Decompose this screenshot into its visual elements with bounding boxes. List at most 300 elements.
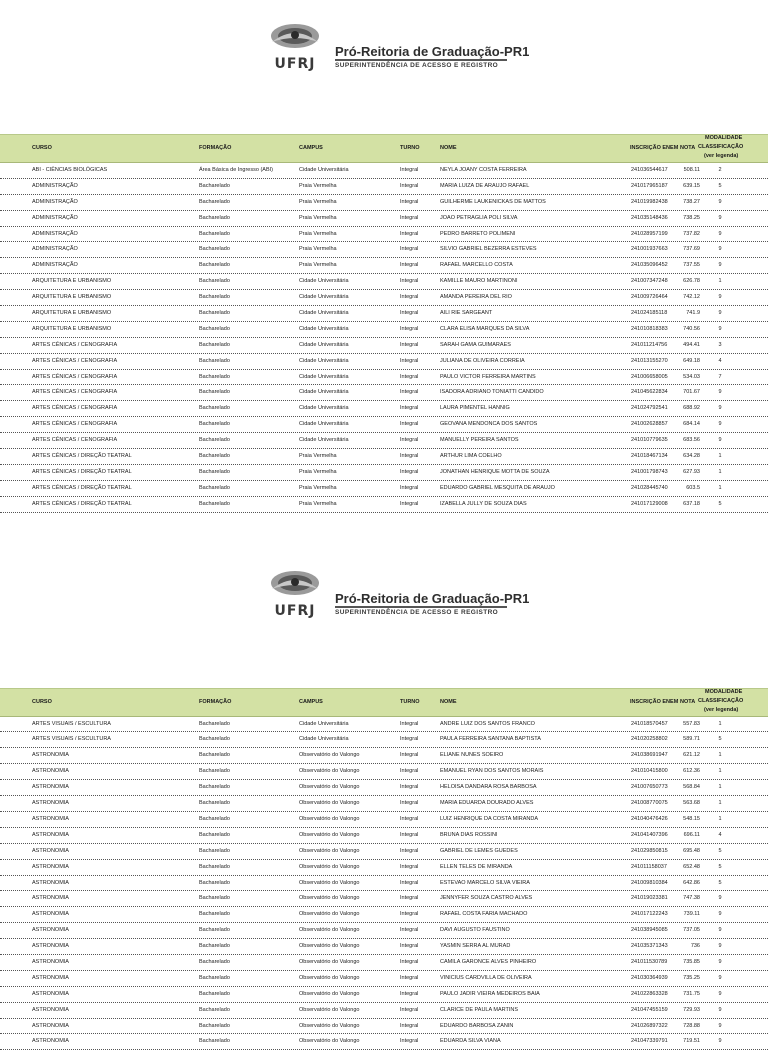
cell-formacao: Bacharelado <box>199 736 230 743</box>
cell-campus: Observatório do Valongo <box>299 752 360 759</box>
cell-nota: 738.25 <box>683 214 700 221</box>
cell-curso: ARQUITETURA E URBANISMO <box>32 325 112 332</box>
cell-curso: ASTRONOMIA <box>32 911 69 918</box>
cell-formacao: Bacharelado <box>199 484 230 491</box>
cell-nome: NEYLA JOANY COSTA FERREIRA <box>440 167 527 173</box>
cell-nome: MARIA EDUARDA DOURADO ALVES <box>440 800 534 807</box>
cell-inscricao: 241047455159 <box>631 1006 668 1013</box>
cell-nome: PAULO JADIR VIEIRA MEDEIROS BAIA <box>440 990 540 997</box>
cell-nota: 735.25 <box>683 974 700 981</box>
cell-campus: Cidade Universitária <box>299 720 349 727</box>
cell-nota: 621.12 <box>683 752 700 759</box>
cell-inscricao: 241010779635 <box>631 437 668 444</box>
cell-nota: 737.82 <box>683 230 700 237</box>
cell-curso: ARTES CÊNICAS / CENOGRAFIA <box>32 405 118 412</box>
cell-nota: 508.11 <box>683 167 700 173</box>
col-modalidade-line2: CLASSIFICAÇÃO <box>698 144 744 150</box>
col-campus: CAMPUS <box>299 145 323 151</box>
cell-curso: ADMINISTRAÇÃO <box>32 230 78 237</box>
cell-modalidade: 9 <box>718 294 722 301</box>
cell-nota: 557.83 <box>683 720 700 727</box>
cell-nota: 696.11 <box>683 831 700 838</box>
cell-formacao: Bacharelado <box>199 262 230 269</box>
table-row <box>0 385 768 401</box>
table-row <box>0 828 768 844</box>
cell-formacao: Bacharelado <box>199 800 230 807</box>
cell-modalidade: 1 <box>718 784 722 791</box>
cell-formacao: Bacharelado <box>199 863 230 870</box>
cell-turno: Integral <box>400 246 419 253</box>
cell-campus: Observatório do Valongo <box>299 1006 360 1013</box>
table-row <box>0 939 768 955</box>
cell-modalidade: 5 <box>718 182 722 189</box>
cell-campus: Observatório do Valongo <box>299 990 360 997</box>
cell-campus: Cidade Universitária <box>299 341 349 348</box>
table-row <box>0 876 768 892</box>
cell-inscricao: 241022863328 <box>631 990 668 997</box>
table-row <box>0 274 768 290</box>
cell-formacao: Bacharelado <box>199 198 230 205</box>
table-row <box>0 290 768 306</box>
col-turno: TURNO <box>400 145 420 151</box>
cell-modalidade: 9 <box>718 990 722 997</box>
cell-inscricao: 241007650773 <box>631 784 668 791</box>
cell-modalidade: 9 <box>718 1006 722 1013</box>
cell-formacao: Área Básica de Ingresso (ABI) <box>199 167 273 173</box>
cell-turno: Integral <box>400 879 419 886</box>
col-campus: CAMPUS <box>299 698 323 705</box>
table-row <box>0 179 768 195</box>
cell-turno: Integral <box>400 389 419 396</box>
cell-modalidade: 3 <box>718 341 722 348</box>
cell-turno: Integral <box>400 294 419 301</box>
cell-inscricao: 241029850815 <box>631 847 668 854</box>
table-row <box>0 780 768 796</box>
table-header <box>0 134 768 163</box>
cell-turno: Integral <box>400 405 419 412</box>
cell-campus: Praia Vermelha <box>299 246 337 253</box>
cell-modalidade: 5 <box>718 879 722 886</box>
cell-formacao: Bacharelado <box>199 1038 230 1045</box>
table-row <box>0 338 768 354</box>
cell-nome: ESTEVAO MARCELO SILVA VIEIRA <box>440 879 530 886</box>
cell-curso: ARQUITETURA E URBANISMO <box>32 294 112 301</box>
table-row <box>0 242 768 258</box>
col-formacao: FORMAÇÃO <box>199 698 232 705</box>
cell-inscricao: 241018467134 <box>631 453 668 460</box>
cell-curso: ARTES CÊNICAS / CENOGRAFIA <box>32 373 118 380</box>
cell-curso: ARTES CÊNICAS / DIREÇÃO TEATRAL <box>32 500 132 507</box>
cell-curso: ADMINISTRAÇÃO <box>32 214 78 221</box>
cell-campus: Observatório do Valongo <box>299 927 360 934</box>
cell-campus: Praia Vermelha <box>299 262 337 269</box>
cell-formacao: Bacharelado <box>199 373 230 380</box>
table-row <box>0 401 768 417</box>
cell-curso: ASTRONOMIA <box>32 879 69 886</box>
cell-turno: Integral <box>400 1038 419 1045</box>
cell-nota: 701.67 <box>683 389 700 396</box>
cell-turno: Integral <box>400 911 419 918</box>
cell-curso: ASTRONOMIA <box>32 1006 69 1013</box>
cell-inscricao: 241036544617 <box>631 167 668 173</box>
cell-nota: 684.14 <box>683 421 700 428</box>
cell-inscricao: 241024792541 <box>631 405 668 412</box>
cell-curso: ASTRONOMIA <box>32 958 69 965</box>
cell-nota: 747.38 <box>683 895 700 902</box>
cell-nota: 741.9 <box>686 310 700 317</box>
cell-campus: Cidade Universitária <box>299 736 349 743</box>
cell-nota: 603.5 <box>686 484 700 491</box>
cell-curso: ASTRONOMIA <box>32 990 69 997</box>
cell-formacao: Bacharelado <box>199 974 230 981</box>
header-title: Pró-Reitoria de Graduação-PR1 <box>335 44 530 59</box>
cell-turno: Integral <box>400 325 419 332</box>
table-row <box>0 417 768 433</box>
cell-formacao: Bacharelado <box>199 958 230 965</box>
cell-modalidade: 1 <box>718 752 722 759</box>
cell-formacao: Bacharelado <box>199 341 230 348</box>
cell-curso: ASTRONOMIA <box>32 974 69 981</box>
table-row <box>0 748 768 764</box>
col-curso: CURSO <box>32 145 52 151</box>
cell-formacao: Bacharelado <box>199 927 230 934</box>
cell-curso: ADMINISTRAÇÃO <box>32 262 78 269</box>
cell-formacao: Bacharelado <box>199 405 230 412</box>
cell-nota: 683.56 <box>683 437 700 444</box>
cell-formacao: Bacharelado <box>199 768 230 775</box>
table-row <box>0 322 768 338</box>
cell-inscricao: 241001937663 <box>631 246 668 253</box>
cell-nota: 737.69 <box>683 246 700 253</box>
col-turno: TURNO <box>400 698 420 705</box>
cell-curso: ASTRONOMIA <box>32 831 69 838</box>
cell-modalidade: 9 <box>718 198 722 205</box>
header-divider <box>335 59 507 61</box>
table-row <box>0 860 768 876</box>
cell-turno: Integral <box>400 167 419 173</box>
cell-inscricao: 241007347248 <box>631 278 668 285</box>
cell-modalidade: 9 <box>718 262 722 269</box>
cell-curso: ADMINISTRAÇÃO <box>32 198 78 205</box>
cell-inscricao: 241030364939 <box>631 974 668 981</box>
cell-nome: ARTHUR LIMA COELHO <box>440 453 502 460</box>
cell-inscricao: 241006658005 <box>631 373 668 380</box>
cell-campus: Observatório do Valongo <box>299 958 360 965</box>
cell-campus: Observatório do Valongo <box>299 815 360 822</box>
cell-modalidade: 9 <box>718 1038 722 1045</box>
cell-nota: 634.28 <box>683 453 700 460</box>
cell-campus: Cidade Universitária <box>299 167 349 173</box>
cell-modalidade: 5 <box>718 847 722 854</box>
cell-modalidade: 1 <box>718 468 722 475</box>
cell-campus: Praia Vermelha <box>299 453 337 460</box>
table-row <box>0 163 768 179</box>
table-row <box>0 1034 768 1050</box>
cell-inscricao: 241035148436 <box>631 214 668 221</box>
cell-campus: Cidade Universitária <box>299 373 349 380</box>
cell-curso: ARTES CÊNICAS / DIREÇÃO TEATRAL <box>32 468 132 475</box>
cell-inscricao: 241028445740 <box>631 484 668 491</box>
cell-modalidade: 1 <box>718 815 722 822</box>
cell-turno: Integral <box>400 800 419 807</box>
cell-nota: 739.11 <box>683 911 700 918</box>
cell-nome: MARIA LUIZA DE ARAUJO RAFAEL <box>440 182 530 189</box>
cell-nome: GEOVANA MENDONCA DOS SANTOS <box>440 421 538 428</box>
cell-turno: Integral <box>400 500 419 507</box>
cell-campus: Observatório do Valongo <box>299 943 360 950</box>
cell-inscricao: 241010818383 <box>631 325 668 332</box>
cell-modalidade: 2 <box>718 167 722 173</box>
cell-inscricao: 241011530789 <box>631 958 668 965</box>
cell-campus: Observatório do Valongo <box>299 784 360 791</box>
table-header-2 <box>0 688 768 717</box>
cell-turno: Integral <box>400 831 419 838</box>
cell-curso: ASTRONOMIA <box>32 847 69 854</box>
cell-nome: RAFAEL COSTA FARIA MACHADO <box>440 911 528 918</box>
cell-curso: ARQUITETURA E URBANISMO <box>32 278 112 285</box>
cell-campus: Observatório do Valongo <box>299 1038 360 1045</box>
page-header-2 <box>0 547 768 643</box>
cell-nota: 737.05 <box>683 927 700 934</box>
cell-formacao: Bacharelado <box>199 453 230 460</box>
cell-inscricao: 241002628857 <box>631 421 668 428</box>
col-formacao: FORMAÇÃO <box>199 145 232 151</box>
cell-nome: JOAO PETRAGLIA POLI SILVA <box>440 214 518 221</box>
cell-campus: Cidade Universitária <box>299 405 349 412</box>
cell-campus: Praia Vermelha <box>299 214 337 221</box>
cell-inscricao: 241045622834 <box>631 389 668 396</box>
table-body-2 <box>0 717 768 1050</box>
cell-nota: 642.86 <box>683 879 700 886</box>
cell-formacao: Bacharelado <box>199 895 230 902</box>
cell-formacao: Bacharelado <box>199 421 230 428</box>
col-inscricao: INSCRIÇÃO ENEM <box>630 145 679 151</box>
cell-nome: SARAH GAMA GUIMARAES <box>440 341 511 348</box>
cell-formacao: Bacharelado <box>199 468 230 475</box>
eagle-emblem-icon <box>268 569 322 603</box>
cell-nome: JONATHAN HENRIQUE MOTTA DE SOUZA <box>440 468 550 475</box>
cell-nota: 738.27 <box>683 198 700 205</box>
cell-inscricao: 241013155270 <box>631 357 668 364</box>
cell-campus: Cidade Universitária <box>299 310 349 317</box>
cell-formacao: Bacharelado <box>199 943 230 950</box>
cell-nome: ISADORA ADRIANO TONIATTI CANDIDO <box>440 389 544 396</box>
cell-modalidade: 9 <box>718 927 722 934</box>
cell-turno: Integral <box>400 958 419 965</box>
cell-modalidade: 1 <box>718 484 722 491</box>
cell-inscricao: 241011158037 <box>631 863 667 870</box>
table-row <box>0 354 768 370</box>
cell-nome: JENNYFER SOUZA CASTRO ALVES <box>440 895 533 902</box>
cell-campus: Praia Vermelha <box>299 230 337 237</box>
cell-campus: Praia Vermelha <box>299 484 337 491</box>
cell-nome: PAULA FERREIRA SANTANA BAPTISTA <box>440 736 541 743</box>
cell-nome: EDUARDA SILVA VIANA <box>440 1038 501 1045</box>
cell-inscricao: 241017965187 <box>631 182 668 189</box>
table-row <box>0 812 768 828</box>
cell-curso: ASTRONOMIA <box>32 752 69 759</box>
cell-turno: Integral <box>400 847 419 854</box>
cell-curso: ASTRONOMIA <box>32 927 69 934</box>
cell-curso: ARTES CÊNICAS / CENOGRAFIA <box>32 421 118 428</box>
cell-nota: 534.03 <box>683 373 700 380</box>
cell-turno: Integral <box>400 198 419 205</box>
cell-modalidade: 9 <box>718 246 722 253</box>
table-row <box>0 1019 768 1035</box>
cell-turno: Integral <box>400 230 419 237</box>
cell-turno: Integral <box>400 927 419 934</box>
cell-inscricao: 241018570457 <box>631 720 668 727</box>
cell-formacao: Bacharelado <box>199 325 230 332</box>
cell-nome: KAMILLE MAURO MARTINONI <box>440 278 518 285</box>
table-row <box>0 955 768 971</box>
cell-curso: ASTRONOMIA <box>32 1022 69 1029</box>
cell-nota: 735.85 <box>683 958 700 965</box>
table-row <box>0 481 768 497</box>
cell-nome: ELLEN TELES DE MIRANDA <box>440 863 513 870</box>
cell-inscricao: 241041407396 <box>631 831 668 838</box>
cell-turno: Integral <box>400 815 419 822</box>
table-row <box>0 370 768 386</box>
ufrj-logo <box>262 569 328 625</box>
cell-formacao: Bacharelado <box>199 1022 230 1029</box>
cell-campus: Observatório do Valongo <box>299 974 360 981</box>
cell-formacao: Bacharelado <box>199 847 230 854</box>
cell-inscricao: 241028957199 <box>631 230 668 237</box>
cell-turno: Integral <box>400 468 419 475</box>
cell-campus: Cidade Universitária <box>299 437 349 444</box>
cell-nome: AMANDA PEREIRA DEL RIO <box>440 294 512 301</box>
cell-inscricao: 241001798743 <box>631 468 668 475</box>
cell-inscricao: 241024185118 <box>631 310 668 317</box>
cell-formacao: Bacharelado <box>199 500 230 507</box>
cell-modalidade: 4 <box>718 357 722 364</box>
cell-nome: ANDRE LUIZ DOS SANTOS FRANCO <box>440 720 535 727</box>
cell-nota: 589.71 <box>683 736 700 743</box>
header-title: Pró-Reitoria de Graduação-PR1 <box>335 590 530 606</box>
col-curso: CURSO <box>32 698 52 705</box>
cell-modalidade: 1 <box>718 800 722 807</box>
table-row <box>0 449 768 465</box>
cell-campus: Observatório do Valongo <box>299 1022 360 1029</box>
table-row <box>0 306 768 322</box>
logo-wordmark: UFRJ <box>274 602 316 619</box>
cell-curso: ASTRONOMIA <box>32 768 69 775</box>
cell-nome: EDUARDO GABRIEL MESQUITA DE ARAUJO <box>440 484 555 491</box>
cell-turno: Integral <box>400 357 419 364</box>
cell-modalidade: 4 <box>718 831 722 838</box>
table-row <box>0 717 768 733</box>
cell-formacao: Bacharelado <box>199 720 230 727</box>
cell-modalidade: 9 <box>718 214 722 221</box>
cell-campus: Praia Vermelha <box>299 198 337 205</box>
cell-curso: ARTES CÊNICAS / CENOGRAFIA <box>32 389 118 396</box>
cell-campus: Cidade Universitária <box>299 278 349 285</box>
cell-nome: JULIANA DE OLIVEIRA CORREIA <box>440 357 525 364</box>
col-nome: NOME <box>440 698 457 705</box>
table-row <box>0 497 768 513</box>
cell-inscricao: 241011214756 <box>631 341 668 348</box>
cell-curso: ASTRONOMIA <box>32 1038 69 1045</box>
cell-inscricao: 241010415800 <box>631 768 668 775</box>
cell-turno: Integral <box>400 990 419 997</box>
col-modalidade-line1: MODALIDADE <box>705 135 743 141</box>
cell-formacao: Bacharelado <box>199 357 230 364</box>
cell-nota: 729.93 <box>683 1006 700 1013</box>
cell-turno: Integral <box>400 341 419 348</box>
cell-formacao: Bacharelado <box>199 911 230 918</box>
cell-inscricao: 241017129008 <box>631 500 668 507</box>
cell-modalidade: 9 <box>718 1022 722 1029</box>
cell-formacao: Bacharelado <box>199 752 230 759</box>
cell-formacao: Bacharelado <box>199 437 230 444</box>
cell-turno: Integral <box>400 943 419 950</box>
cell-modalidade: 9 <box>718 310 722 317</box>
cell-formacao: Bacharelado <box>199 784 230 791</box>
cell-inscricao: 241047339791 <box>631 1038 668 1045</box>
cell-turno: Integral <box>400 278 419 285</box>
cell-nota: 736 <box>690 943 700 950</box>
table-row <box>0 844 768 860</box>
cell-formacao: Bacharelado <box>199 1006 230 1013</box>
cell-turno: Integral <box>400 437 419 444</box>
cell-nome: ELIANE NUNES SOEIRO <box>440 752 504 759</box>
cell-nota: 494.41 <box>683 341 700 348</box>
col-modalidade-line1: MODALIDADE <box>705 688 743 695</box>
cell-modalidade: 9 <box>718 895 722 902</box>
cell-nota: 639.15 <box>683 182 700 189</box>
table-row <box>0 891 768 907</box>
cell-turno: Integral <box>400 214 419 221</box>
cell-inscricao: 241038691947 <box>631 752 668 759</box>
table-row <box>0 211 768 227</box>
cell-nome: CLARA ELISA MARQUES DA SILVA <box>440 325 530 332</box>
cell-inscricao: 241040476426 <box>631 815 668 822</box>
cell-turno: Integral <box>400 974 419 981</box>
cell-nota: 649.18 <box>683 357 700 364</box>
cell-campus: Cidade Universitária <box>299 389 349 396</box>
cell-curso: ADMINISTRAÇÃO <box>32 246 78 253</box>
cell-turno: Integral <box>400 768 419 775</box>
cell-modalidade: 5 <box>718 736 722 743</box>
cell-turno: Integral <box>400 720 419 727</box>
cell-formacao: Bacharelado <box>199 278 230 285</box>
cell-nota: 626.78 <box>683 278 700 285</box>
cell-nota: 612.36 <box>683 768 700 775</box>
cell-curso: ARQUITETURA E URBANISMO <box>32 310 112 317</box>
cell-campus: Observatório do Valongo <box>299 863 360 870</box>
cell-inscricao: 241009726464 <box>631 294 668 301</box>
cell-formacao: Bacharelado <box>199 310 230 317</box>
cell-campus: Observatório do Valongo <box>299 831 360 838</box>
cell-campus: Cidade Universitária <box>299 325 349 332</box>
cell-curso: ARTES CÊNICAS / CENOGRAFIA <box>32 341 118 348</box>
cell-nota: 688.92 <box>683 405 700 412</box>
cell-curso: ASTRONOMIA <box>32 863 69 870</box>
col-modalidade-line3: (ver legenda) <box>704 706 739 713</box>
cell-formacao: Bacharelado <box>199 990 230 997</box>
cell-curso: ASTRONOMIA <box>32 815 69 822</box>
cell-formacao: Bacharelado <box>199 182 230 189</box>
cell-nome: BRUNA DIAS ROSSINI <box>440 831 498 838</box>
cell-campus: Observatório do Valongo <box>299 768 360 775</box>
cell-curso: ARTES CÊNICAS / DIREÇÃO TEATRAL <box>32 484 132 491</box>
cell-nota: 548.15 <box>683 815 700 822</box>
cell-formacao: Bacharelado <box>199 831 230 838</box>
cell-campus: Observatório do Valongo <box>299 895 360 902</box>
logo-wordmark: UFRJ <box>274 56 316 72</box>
header-divider <box>335 606 507 608</box>
